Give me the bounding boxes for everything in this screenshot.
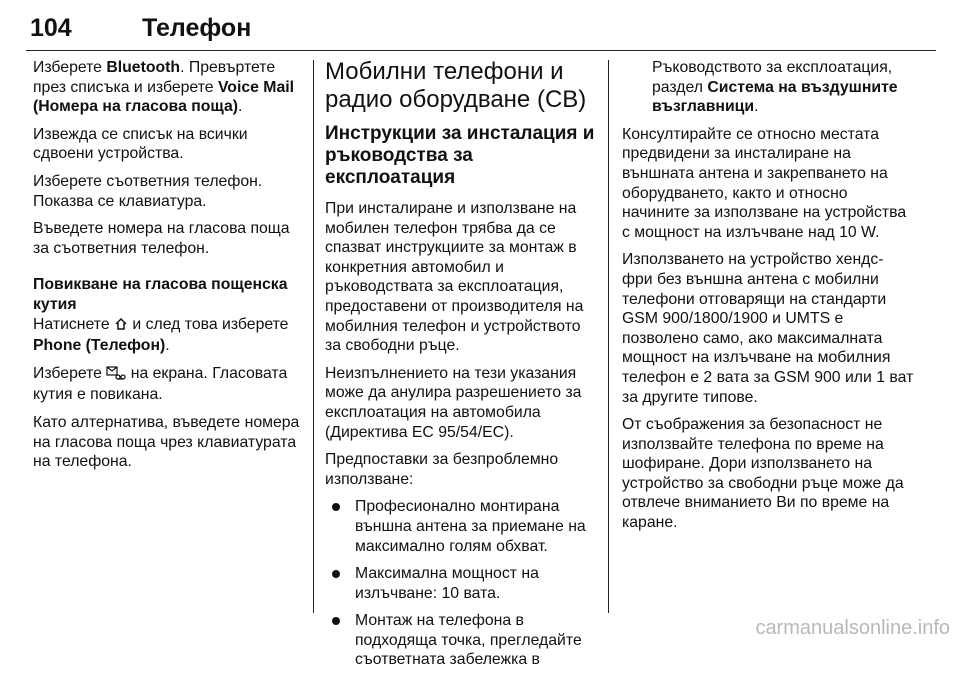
watermark: carmanualsonline.info	[755, 617, 950, 639]
paragraph: Изберете съответния телефон. Показва се клавиатура.	[33, 172, 263, 210]
column-1	[33, 58, 305, 480]
menu-term: Bluetooth	[106, 59, 181, 76]
column-divider	[313, 60, 314, 613]
paragraph: Въведете номера на гласова поща за съответния телефон.	[33, 220, 290, 257]
page-number: 104	[30, 14, 72, 42]
list-item: Монтаж на телефона в подходяща точка, прегледайте съответната забележка в	[325, 611, 597, 670]
paragraph	[33, 58, 305, 117]
list-item: Максимална мощност на излъчване: 10 вата.	[325, 564, 597, 603]
paragraph: При инсталиране и използване на мобилен телефон трябва да се спазват инструкциите за монтаж в конкретния автомобил и ръководствата за експлоатация, предоставени от производителя на мобилния телефон и устройството за свободни ръце.	[325, 200, 584, 355]
text: Натиснете	[33, 315, 115, 333]
column-2	[325, 58, 597, 678]
text: Ръководството за експлоатация, раздел	[652, 59, 893, 96]
text: на екрана. Гласовата кутия е повикана.	[33, 364, 288, 404]
menu-term: Voice Mail (Номера на гласова поща)	[33, 78, 295, 116]
list-item-continuation	[622, 58, 914, 117]
section-heading: Мобилни телефони и радио оборудване (CB)	[325, 58, 587, 113]
column-3	[622, 58, 914, 541]
text: .	[238, 98, 243, 116]
text: .	[754, 98, 759, 116]
paragraph	[33, 315, 305, 356]
text: . Превъртете през списъка и изберете	[33, 59, 276, 96]
column-divider	[608, 60, 609, 613]
paragraph: Консултирайте се относно местата предвидени за инсталиране на външната антена и закрепването на оборудването, както и относно начините за използване на устройства с мощност на излъчване над 10 W.	[622, 125, 907, 241]
paragraph: Предпоставки за безпроблемно използване:	[325, 451, 559, 488]
voicemail-icon	[106, 366, 126, 386]
bullet-list	[325, 497, 597, 670]
text: и след това изберете	[128, 315, 289, 333]
cross-reference: Система на въздушните възглавници	[652, 78, 898, 116]
list-item: Професионално монтирана външна антена за приемане на максимално голям обхват.	[325, 497, 597, 556]
paragraph: Извежда се списък на всички сдвоени устройства.	[33, 125, 248, 163]
page-header	[26, 6, 936, 51]
text: .	[165, 337, 170, 355]
subsection-heading: Инструкции за инсталация и ръководства за експлоатация	[325, 123, 595, 188]
paragraph: Като алтернатива, въведете номера на гласова поща чрез клавиатурата на телефона.	[33, 413, 300, 471]
paragraph	[33, 364, 305, 405]
paragraph: Използването на устройство хендс-фри без външна антена с мобилни телефони отговарящи на стандарти GSM 900/1800/1900 и UMTS е позволено само, ако максималната мощност на излъчване на мобилния телефон е 2 вата за GSM 900 или 1 ват за другите типове.	[622, 251, 914, 406]
text: Изберете	[33, 364, 107, 382]
menu-term: Phone (Телефон)	[33, 337, 166, 355]
section-title: Телефон	[142, 14, 252, 42]
text: Изберете	[33, 59, 107, 76]
paragraph: От съображения за безопасност не използвайте телефона по време на шофиране. Дори използването на устройство за свободни ръце може да отвлече вниманието Ви по време на каране.	[622, 416, 904, 532]
paragraph: Неизпълнението на тези указания може да анулира разрешението за експлоатация на автомобила (Директива ЕС 95/54/ЕС).	[325, 364, 582, 441]
subheading: Повикване на гласова пощенска кутия	[33, 276, 288, 313]
home-icon	[114, 317, 128, 337]
